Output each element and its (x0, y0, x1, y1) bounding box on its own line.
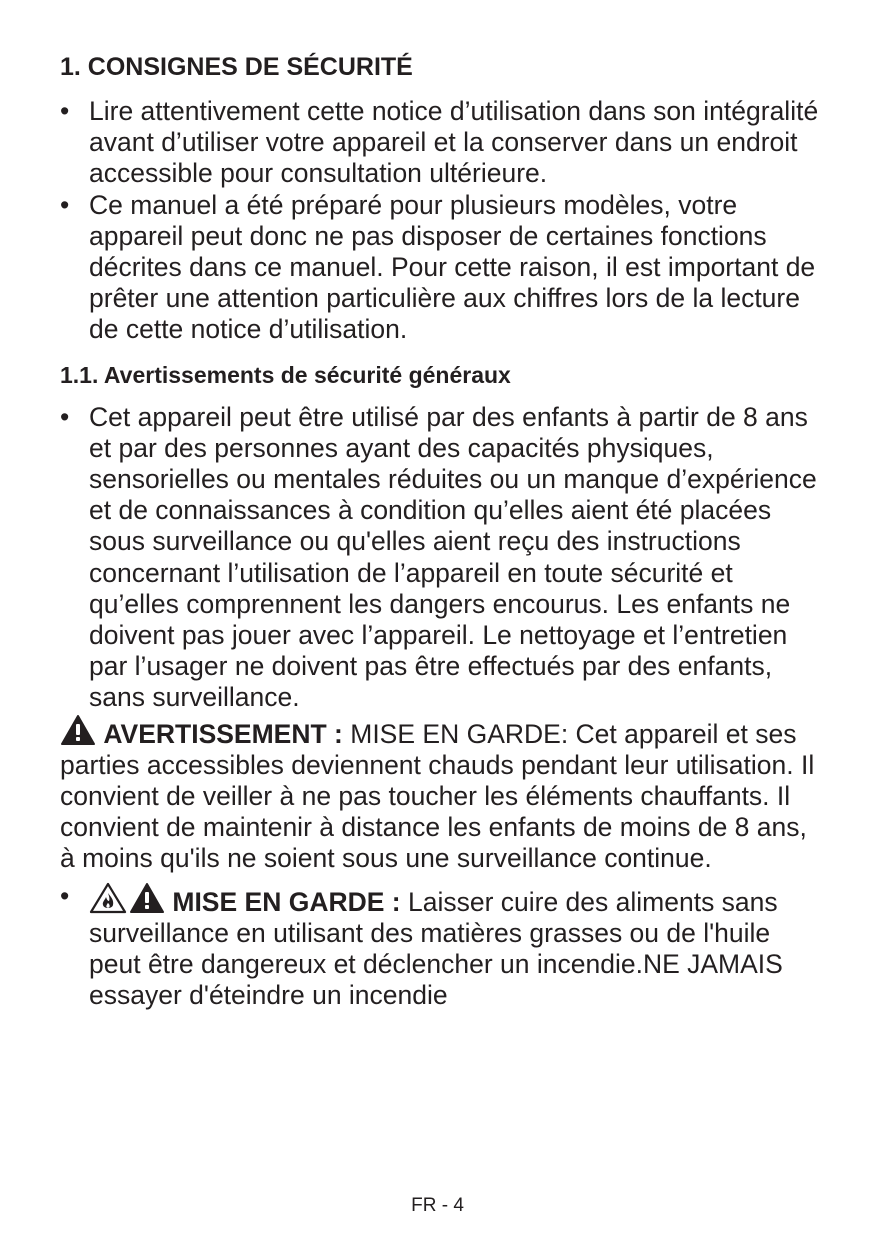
warning-triangle-icon (129, 882, 165, 914)
bullet-text: Ce manuel a été préparé pour plusieurs modèles, votre appareil peut donc ne pas disposer de certaines fonctions décrites dans ce manuel. Pour cette raison, il est important de prêter une attention particulière aux chiffres lors de la lecture de cette notice d’utilisation. (89, 189, 816, 345)
bullet-item (60, 881, 820, 1012)
general-warnings-list (60, 402, 820, 714)
subsection-title: 1.1. Avertissements de sécurité généraux (60, 361, 511, 388)
warning-text: MISE EN GARDE: Cet appareil et ses parties accessibles deviennent chauds pendant leur utilisation. Il convient de veiller à ne pas toucher les éléments chauffants. Il convient de maintenir à distance les enfants de moins de 8 ans, à moins qu'ils ne soient sous une surveillance continue. (60, 718, 815, 874)
warning-triangle-icon (60, 714, 96, 746)
bullet-text: Cet appareil peut être utilisé par des enfants à partir de 8 ans et par des personnes ayant des capacités physiques, sensorielles ou mentales réduites ou un manque d’expérience et de connaissances à condition qu’elles aient été placées sous surveillance ou qu'elles aient reçu des instructions concernant l’utilisation de l’appareil en toute sécurité et qu’elles comprennent les dangers encourus. Les enfants ne doivent pas jouer avec l’appareil. Le nettoyage et l’entretien par l’usager ne doivent pas être effectués par des enfants, sans surveillance. (89, 401, 817, 713)
bullet-item (60, 190, 820, 346)
bullet-item (60, 402, 820, 714)
warning-label: AVERTISSEMENT : (103, 718, 343, 749)
bullet-dot: • (60, 96, 70, 126)
section-title: 1. CONSIGNES DE SÉCURITÉ (60, 53, 413, 81)
bullet-dot: • (60, 880, 70, 911)
bullet-text: Lire attentivement cette notice d’utilisation dans son intégralité avant d’utiliser votre appareil et la conserver dans un endroit accessible pour consultation ultérieure. (89, 96, 819, 189)
bullet-dot: • (60, 189, 70, 220)
bullet-item (60, 96, 820, 190)
page-number: FR - 4 (411, 1195, 464, 1216)
fire-warning-list (60, 881, 820, 1012)
safety-bullet-list (60, 96, 820, 346)
bullet-dot: • (60, 401, 70, 432)
fire-hazard-icon (89, 881, 127, 915)
fire-warning-label: MISE EN GARDE : (172, 886, 401, 917)
page-content (60, 52, 820, 1011)
warning-paragraph (60, 714, 820, 875)
fire-warning-text: Laisser cuire des aliments sans surveillance en utilisant des matières grasses ou de l'huile peut être dangereux et déclencher un incendie.NE JAMAIS essayer d'éteindre un incendie (89, 886, 783, 1011)
